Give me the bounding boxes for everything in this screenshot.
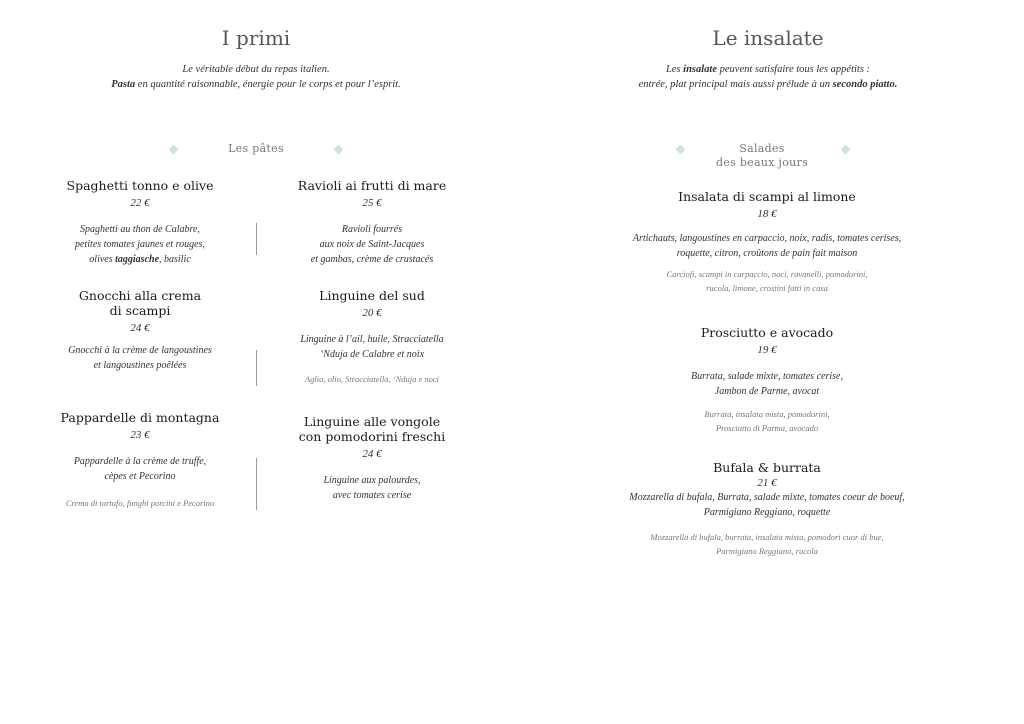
dish-name: Spaghetti tonno e olive	[66, 178, 214, 193]
dish-pappardelle-montagna	[32, 410, 248, 510]
intro-line-1: Le véritable début du repas italien.	[182, 64, 330, 75]
section-title-insalate: Le insalate	[712, 26, 824, 50]
subheading-salades	[702, 142, 822, 170]
dish-description	[40, 222, 240, 267]
dish-price: 24 €	[362, 448, 382, 460]
dish-ravioli-frutti-mare	[272, 178, 472, 267]
dish-price: 25 €	[362, 197, 382, 209]
dish-linguine-vongole	[272, 414, 472, 503]
dish-italian-description: Carciofi, scampi in carpaccio, noci, ravanelli, pomodorini, rucola, limone, crostini fatti in casa	[666, 269, 868, 293]
dish-price: 18 €	[757, 208, 777, 220]
intro-line-2	[538, 77, 998, 92]
dish-italian-description: Crema di tartufo, funghi porcini e Pecorino	[65, 498, 215, 508]
dish-italian-description: Mozzarella di bufala, burrata, insalata mista, pomodori cuor di bue, Parmigiano Reggiano, rucola	[650, 532, 884, 556]
dish-name: Gnocchi alla crema di scampi	[78, 288, 202, 318]
desc-bold: taggiasche	[115, 254, 160, 265]
dish-price: 23 €	[130, 429, 150, 441]
subheading-line-1: Salades	[739, 142, 785, 155]
dish-price: 24 €	[130, 322, 150, 334]
intro-part: entrée, plat principal mais aussi prélude à un	[638, 79, 833, 90]
divider-line	[256, 350, 257, 386]
dish-name: Linguine alle vongole con pomodorini freschi	[298, 414, 446, 444]
dish-price: 22 €	[130, 197, 150, 209]
dish-description: Mozzarella di bufala, Burrata, salade mixte, tomates coeur de boeuf, Parmigiano Reggiano, roquette	[629, 492, 905, 518]
dish-insalata-scampi	[602, 189, 932, 295]
dish-italian-description: Burrata, insalata mista, pomodorini, Prosciutto di Parma, avocado	[704, 409, 830, 433]
dish-price: 19 €	[757, 344, 777, 356]
divider-line	[256, 458, 257, 510]
dish-description: Burrata, salade mixte, tomates cerise, Jambon de Parme, avocat	[691, 371, 843, 397]
intro-line-2-rest: en quantité raisonnable, énergie pour le corps et pour l’esprit.	[135, 79, 401, 90]
intro-bold-pasta: Pasta	[111, 79, 136, 90]
dish-linguine-sud	[272, 288, 472, 386]
section-intro-primi	[26, 62, 486, 92]
diamond-ornament-right	[841, 145, 851, 155]
desc-part-end: , basilic	[159, 254, 191, 265]
diamond-ornament-right	[334, 145, 344, 155]
dish-spaghetti-tonno	[40, 178, 240, 267]
dish-prosciutto-avocado	[602, 325, 932, 435]
dish-price: 20 €	[362, 307, 382, 319]
diamond-ornament-left	[169, 145, 179, 155]
intro-bold-secondo: secondo piatto.	[832, 79, 898, 90]
divider-line	[256, 223, 257, 255]
dish-name: Ravioli ai frutti di mare	[297, 178, 447, 193]
intro-bold-insalate: insalate	[683, 64, 718, 75]
dish-name: Bufala & burrata	[713, 460, 821, 475]
dish-description: Gnocchi à la crème de langoustines et langoustines poêlées	[68, 345, 212, 371]
dish-italian-description: Aglio, olio, Stracciatella, ‘Nduja e noci	[304, 374, 440, 384]
dish-name: Pappardelle di montagna	[60, 410, 220, 425]
desc-part: Spaghetti au thon de Calabre, petites tomates jaunes et rouges, olives	[75, 224, 205, 265]
dish-description: Linguine aux palourdes, avec tomates cerise	[323, 475, 421, 501]
dish-description: Pappardelle à la crème de truffe, cèpes et Pecorino	[73, 456, 207, 482]
intro-line-2	[26, 77, 486, 92]
intro-part: Les	[665, 64, 684, 75]
dish-name: Linguine del sud	[319, 288, 425, 303]
section-intro-insalate	[538, 62, 998, 92]
intro-part-end: peuvent satisfaire tous les appétits :	[717, 64, 871, 75]
dish-name: Prosciutto e avocado	[700, 325, 834, 340]
dish-name: Insalata di scampi al limone	[678, 189, 856, 204]
dish-description: Ravioli fourrés aux noix de Saint-Jacques et gambas, crème de crustacés	[310, 224, 434, 265]
subheading-line-2: des beaux jours	[715, 156, 809, 169]
dish-price: 21 €	[757, 477, 777, 489]
dish-gnocchi-scampi	[40, 288, 240, 373]
intro-line-1	[538, 62, 998, 77]
section-title-primi: I primi	[221, 26, 291, 50]
dish-description: Artichauts, langoustines en carpaccio, noix, radis, tomates cerises, roquette, citron, croûtons de pain fait maison	[632, 233, 902, 259]
diamond-ornament-left	[676, 145, 686, 155]
dish-description: Linguine à l’ail, huile, Stracciatella ‘Nduja de Calabre et noix	[300, 334, 444, 360]
dish-bufala-burrata	[602, 460, 932, 558]
subheading-pates: Les pâtes	[228, 142, 284, 155]
